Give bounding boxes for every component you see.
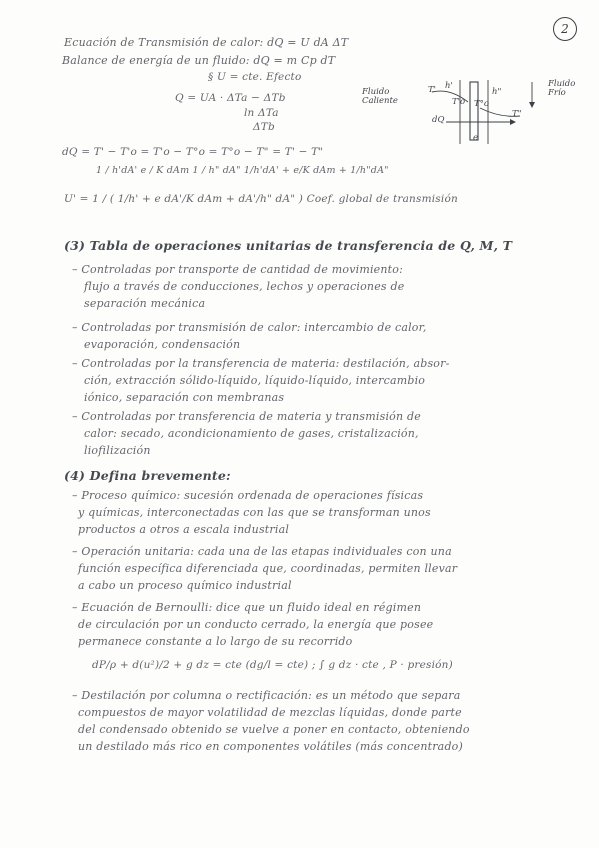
cold-fluid-label: Fluido Frío [548,79,576,98]
page-number: 2 [553,17,577,41]
section-3-item-3-line-3: iónico, separación con membranas [84,391,285,404]
u-constant-note: § U = cte. Efecto [208,71,302,83]
q-lmtd-equation: Q = UA · ΔTa − ΔTb [175,92,286,104]
section-4-item-4-line-3: del condensado obtenido se vuelve a poner en contacto, obteniendo [78,723,470,736]
section-4-heading: (4) Defina brevemente: [64,468,231,483]
section-4-item-2-line-3: a cabo un proceso químico industrial [78,579,292,592]
section-4-item-3-line-2: de circulación por un conducto cerrado, la energía que posee [78,618,434,631]
cold-flow-arrowhead [529,102,535,108]
hot-fluid-label: Fluido Caliente [362,87,398,106]
section-3-item-3-line-2: ción, extracción sólido-líquido, líquido-líquido, intercambio [84,374,426,387]
section-4-item-3-line-3: permanece constante a lo largo de su recorrido [78,635,353,648]
thickness-label: e [473,133,479,143]
section-3-item-2-line-2: evaporación, condensación [84,338,241,351]
heat-transmission-equation: Ecuación de Transmisión de calor: dQ = U dA ΔT [64,36,349,49]
section-3-item-2-line-1: – Controladas por transmisión de calor: intercambio de calor, [72,321,427,334]
section-3-item-1-line-2: flujo a través de conducciones, lechos y operaciones de [84,280,405,293]
q-lmtd-log-denominator: ΔTb [253,121,275,133]
t-prime-o-label: T'o [452,97,466,107]
wall-rect [470,82,478,140]
dq-series-equation: dQ = T' − T'o = T'o − T°o = T°o − T" = T' − T" [62,146,324,158]
section-4-item-1-line-2: y químicas, interconectadas con las que se transforman unos [78,506,431,519]
section-4-item-4-line-4: un destilado más rico en componentes volátiles (más concentrado) [78,740,464,753]
section-4-item-4-line-1: – Destilación por columna o rectificación: es un método que separa [72,689,461,702]
section-3-heading: (3) Tabla de operaciones unitarias de transferencia de Q, M, T [64,238,513,253]
dq-label: dQ [432,115,445,125]
section-4-item-1-line-1: – Proceso químico: sucesión ordenada de operaciones físicas [72,489,424,502]
section-4-item-2-line-1: – Operación unitaria: cada una de las etapas individuales con una [72,545,452,558]
global-coefficient-equation: U' = 1 / ( 1/h' + e dA'/K dAm + dA'/h" dA" ) Coef. global de transmisión [64,193,458,205]
t-prime-label: T' [428,85,437,95]
energy-balance-equation: Balance de energía de un fluido: dQ = m Cp dT [62,54,336,67]
t-degree-o-label: T°o [474,99,490,109]
section-3-item-1-line-3: separación mecánica [84,297,206,310]
h-prime-label: h' [445,81,453,91]
heat-flux-arrowhead [510,119,516,125]
dq-series-denominators: 1 / h'dA' e / K dAm 1 / h" dA" 1/h'dA' + e/K dAm + 1/h"dA" [96,165,389,176]
section-3-item-4-line-2: calor: secado, acondicionamiento de gases, cristalización, [84,427,419,440]
section-3-item-1-line-1: – Controladas por transporte de cantidad de movimiento: [72,263,404,276]
section-4-item-4-line-2: compuestos de mayor volatilidad de mezclas líquidas, donde parte [78,706,462,719]
h-double-prime-label: h" [492,87,502,97]
section-4-item-1-line-3: productos a otros a escala industrial [78,523,290,536]
section-4-item-3-line-1: – Ecuación de Bernoulli: dice que un fluido ideal en régimen [72,601,422,614]
section-3-item-4-line-1: – Controladas por transferencia de materia y transmisión de [72,410,421,423]
q-lmtd-log-numerator: ln ΔTa [244,107,279,119]
t-double-prime-label: T" [512,109,522,119]
bernoulli-equation: dP/ρ + d(u²)/2 + g dz = cte (dg/l = cte) ; ∫ g dz · cte , P · presión) [92,659,453,671]
section-4-item-2-line-2: función específica diferenciada que, coordinadas, permiten llevar [78,562,458,575]
section-3-item-4-line-3: liofilización [84,444,151,457]
section-3-item-3-line-1: – Controladas por la transferencia de materia: destilación, absor- [72,357,450,370]
